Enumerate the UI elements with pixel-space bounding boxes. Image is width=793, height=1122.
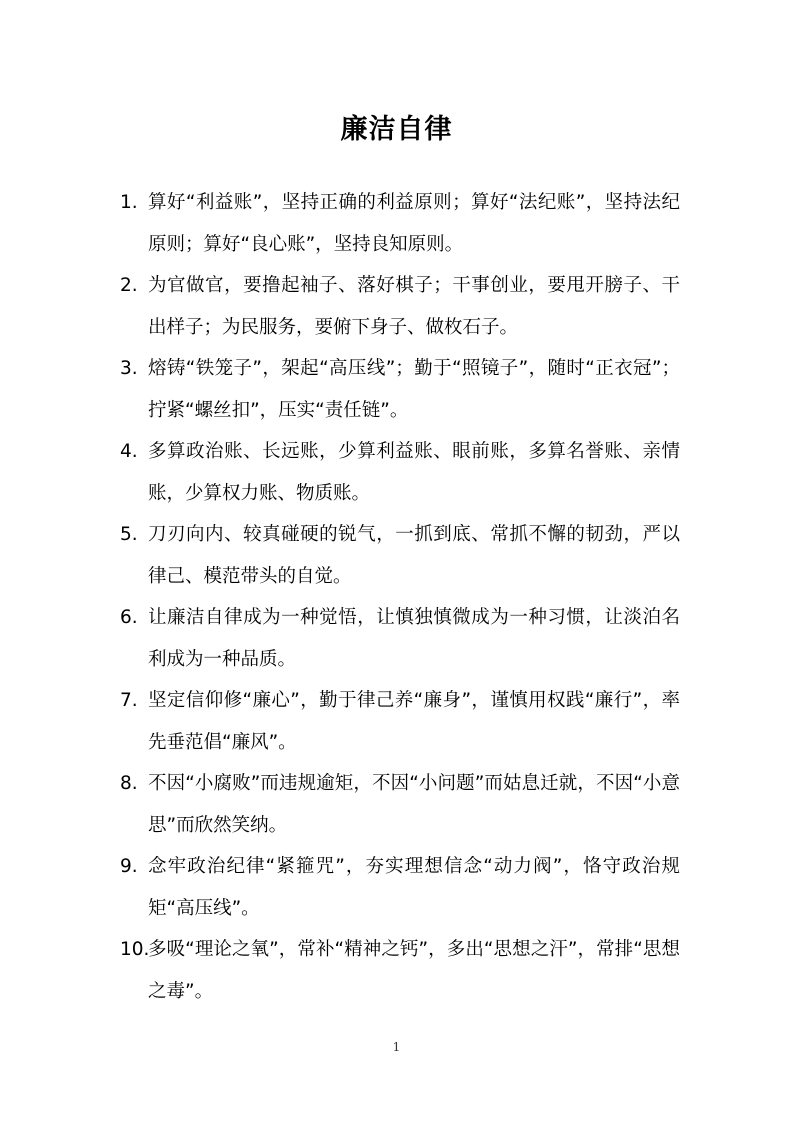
- item-number: 1.: [120, 192, 138, 213]
- item-text: 算好“利益账”，坚持正确的利益原则；算好“法纪账”，坚持法纪原则；算好“良心账”，坚持良知原则。: [148, 192, 680, 255]
- item-number: 9.: [120, 856, 138, 877]
- item-text: 坚定信仰修“廉心”，勤于律己养“廉身”，谨慎用权践“廉行”，率先垂范倡“廉风”。: [148, 690, 680, 753]
- item-text: 念牢政治纪律“紧箍咒”，夯实理想信念“动力阀”，恪守政治规矩“高压线”。: [148, 856, 680, 919]
- list-item: [120, 514, 680, 597]
- list-item: [120, 680, 680, 763]
- item-text: 为官做官，要撸起袖子、落好棋子；干事创业，要甩开膀子、干出样子；为民服务，要俯下身子、做枚石子。: [148, 275, 680, 338]
- item-text: 让廉洁自律成为一种觉悟，让慎独慎微成为一种习惯，让淡泊名利成为一种品质。: [148, 607, 680, 670]
- item-number: 7.: [120, 690, 138, 711]
- item-number: 6.: [120, 607, 138, 628]
- list-item: [120, 431, 680, 514]
- page-title: 廉洁自律: [340, 114, 453, 145]
- item-number: 3.: [120, 358, 138, 379]
- item-number: 4.: [120, 441, 138, 462]
- item-text: 不因“小腐败”而违规逾矩，不因“小问题”而姑息迁就，不因“小意思”而欣然笑纳。: [148, 773, 680, 836]
- list-item: [120, 348, 680, 431]
- list-item: [120, 265, 680, 348]
- item-number: 10.: [120, 939, 150, 960]
- list-item: [120, 929, 680, 1012]
- item-text: 多吸“理论之氧”，常补“精神之钙”，多出“思想之汗”，常排“思想之毒”。: [148, 939, 680, 1002]
- item-number: 8.: [120, 773, 138, 794]
- item-list: [120, 182, 680, 1012]
- item-text: 多算政治账、长远账，少算利益账、眼前账，多算名誉账、亲情账，少算权力账、物质账。: [148, 441, 680, 504]
- list-item: [120, 846, 680, 929]
- item-text: 熔铸“铁笼子”，架起“高压线”；勤于“照镜子”，随时“正衣冠”；拧紧“螺丝扣”，压实“责任链”。: [148, 358, 680, 421]
- list-item: [120, 763, 680, 846]
- item-text: 刀刃向内、较真碰硬的锐气，一抓到底、常抓不懈的韧劲，严以律己、模范带头的自觉。: [148, 524, 680, 587]
- page-number: 1: [392, 1040, 401, 1054]
- item-number: 5.: [120, 524, 138, 545]
- list-item: [120, 182, 680, 265]
- item-number: 2.: [120, 275, 138, 296]
- list-item: [120, 597, 680, 680]
